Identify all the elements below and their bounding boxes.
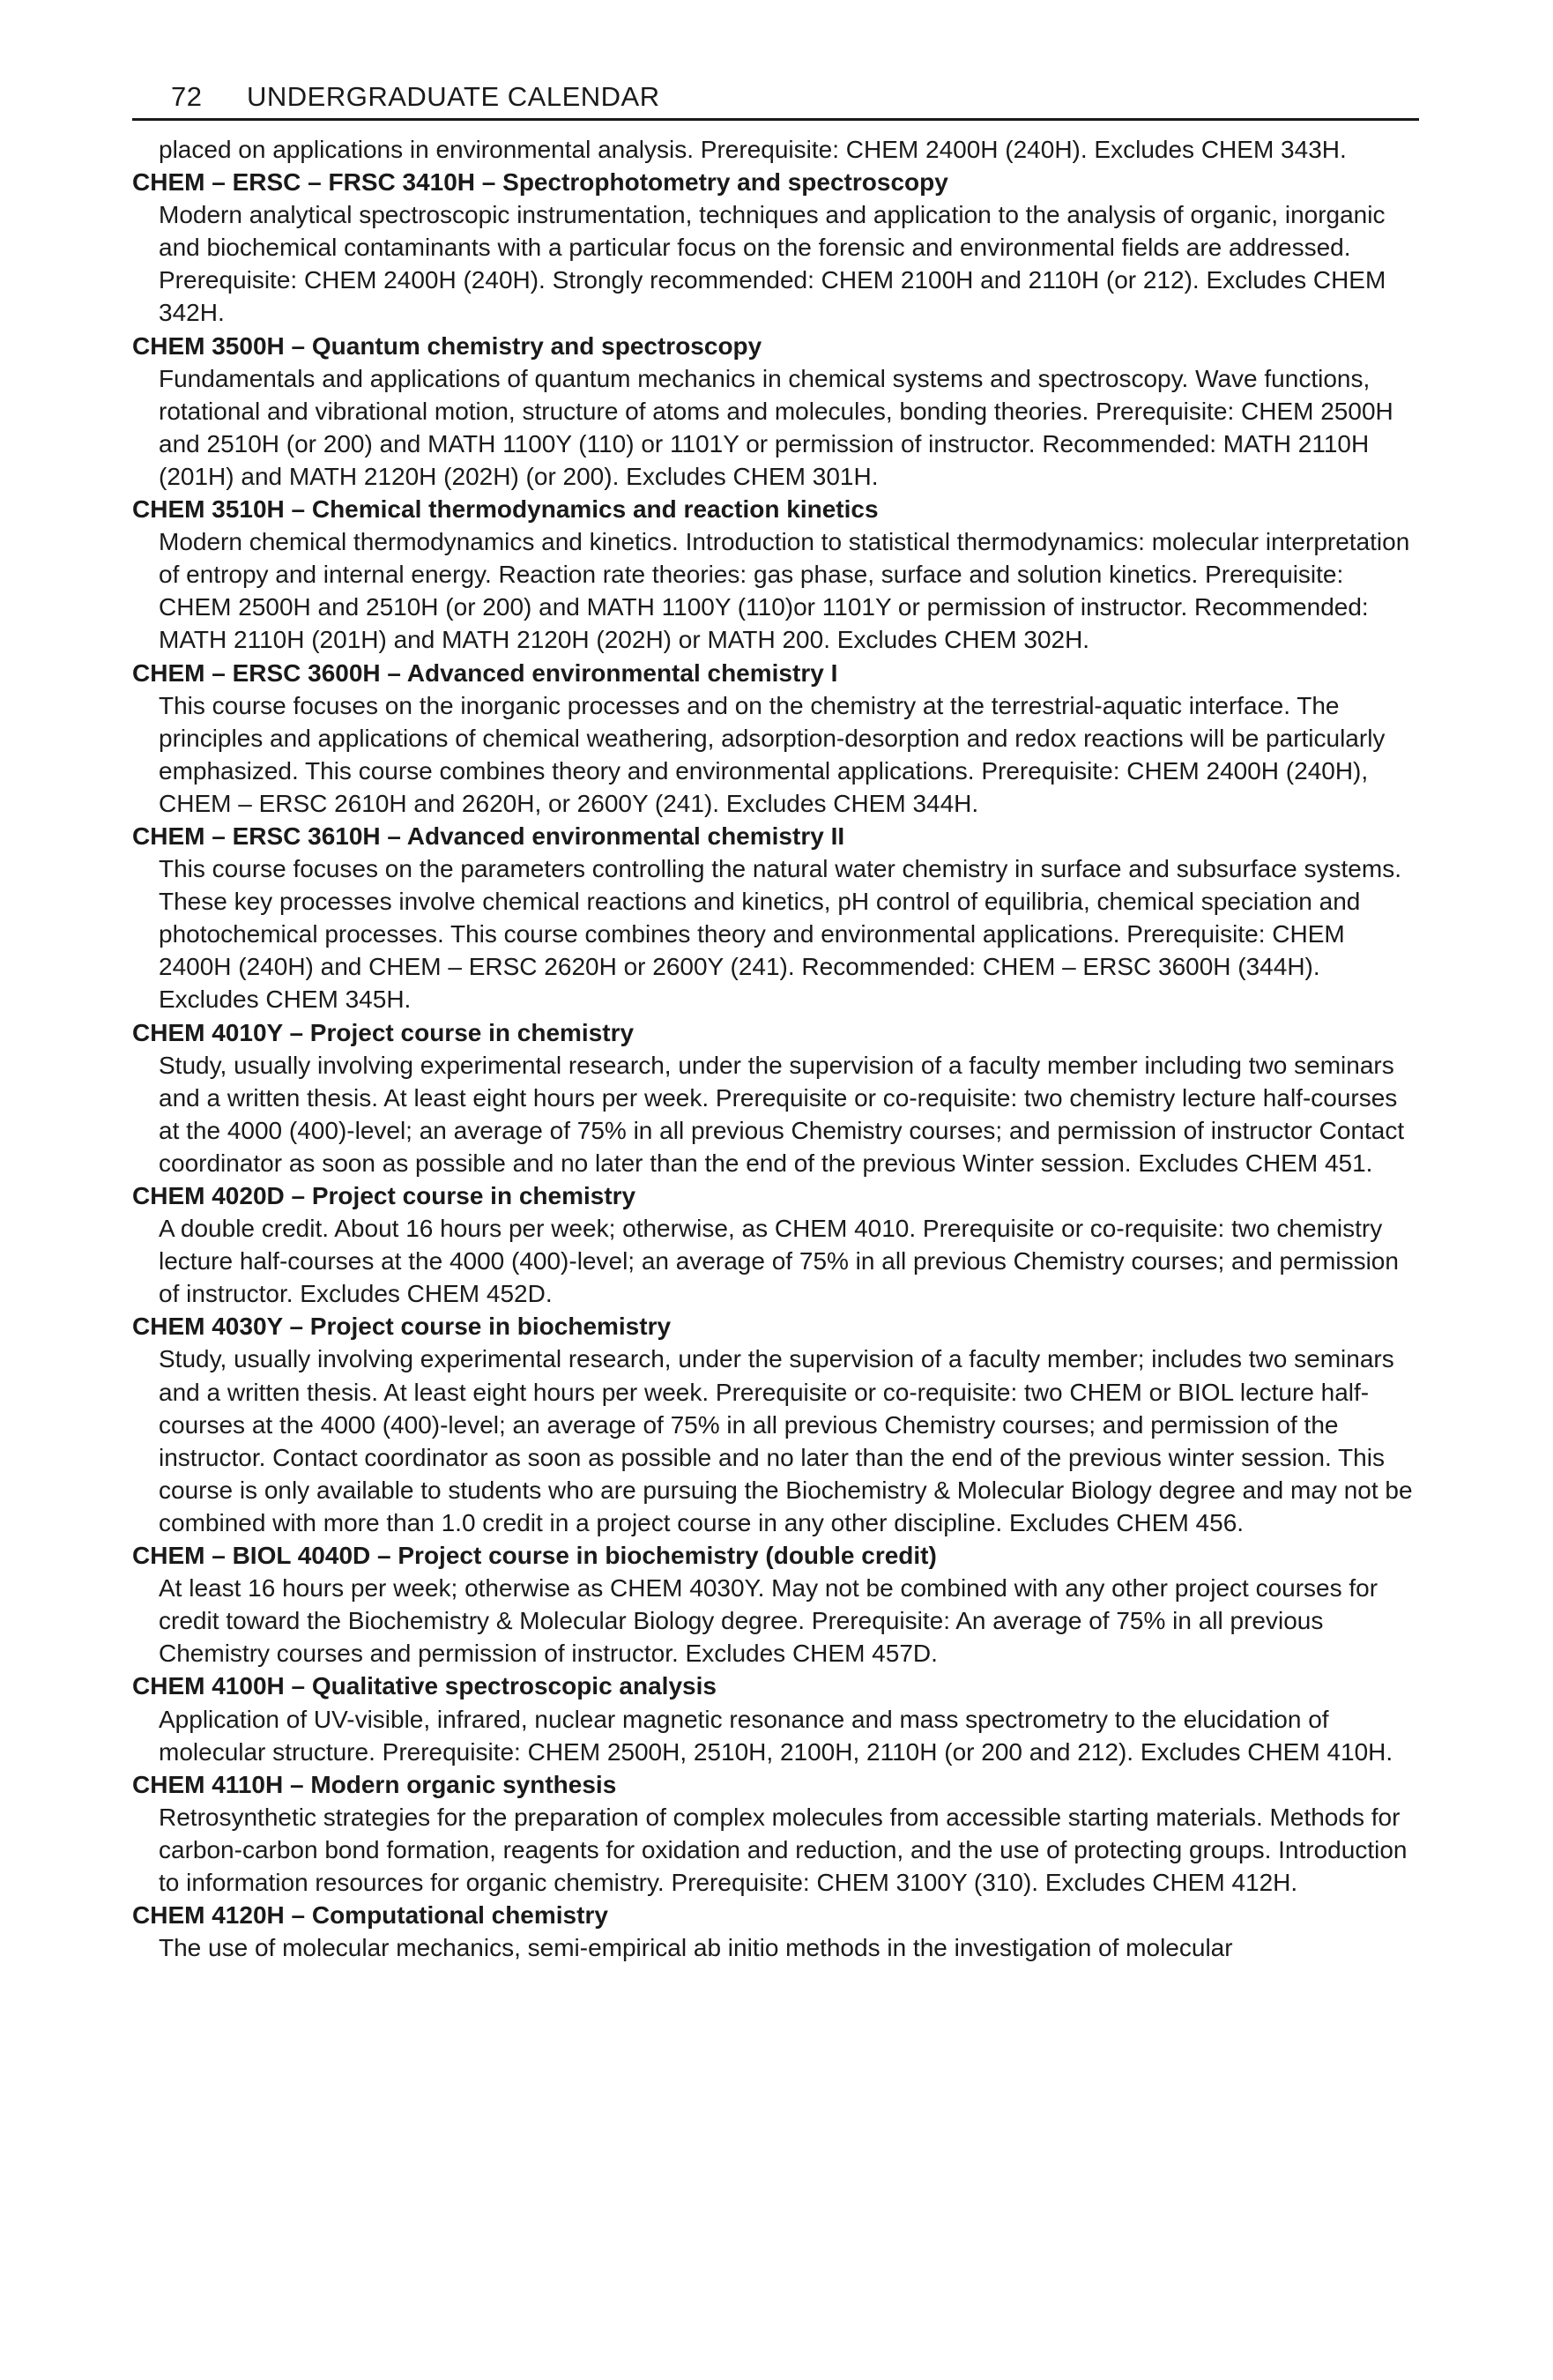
course-title: CHEM 3510H – Chemical thermodynamics and reaction kinetics (132, 495, 879, 524)
course-entry (132, 1899, 1419, 1964)
running-header (132, 81, 1419, 121)
course-entry (132, 1539, 1419, 1670)
course-description: Study, usually involving experimental research, under the supervision of a faculty member including two seminars and a written thesis. At least eight hours per week. Prerequisite or co-requisite: two chemistry lecture half-courses at the 4000 (400)-level; an average of 75% in all previous Chemistry courses; and permission of instructor Contact coordinator as soon as possible and no later than the end of the previous Winter session. Excludes CHEM 451. (159, 1051, 1405, 1177)
running-title: UNDERGRADUATE CALENDAR (247, 81, 660, 112)
calendar-page (132, 81, 1419, 1964)
continued-description: placed on applications in environmental analysis. Prerequisite: CHEM 2400H (240H). Excludes CHEM 343H. (159, 136, 1347, 163)
course-title: CHEM 4010Y – Project course in chemistry (132, 1018, 635, 1046)
course-entry (132, 1016, 1419, 1179)
course-entry (132, 657, 1419, 820)
course-title: CHEM 4030Y – Project course in biochemistry (132, 1313, 672, 1341)
course-entry (132, 820, 1419, 1016)
course-title: CHEM 4110H – Modern organic synthesis (132, 1770, 617, 1798)
course-description: The use of molecular mechanics, semi-empirical ab initio methods in the investigation of molecular (159, 1934, 1233, 1962)
course-title: CHEM 4100H – Qualitative spectroscopic analysis (132, 1672, 717, 1700)
course-description: A double credit. About 16 hours per week; otherwise, as CHEM 4010. Prerequisite or co-requisite: two chemistry lecture half-courses at the 4000 (400)-level; an average of 75% in all previous Chemistry courses; and permission of instructor. Excludes CHEM 452D. (159, 1215, 1399, 1308)
course-description: Modern analytical spectroscopic instrumentation, techniques and application to the analysis of organic, inorganic and biochemical contaminants with a particular focus on the forensic and environmental fields are addressed. Prerequisite: CHEM 2400H (240H). Strongly recommended: CHEM 2100H and 2110H (or 212). Excludes CHEM 342H. (159, 201, 1386, 327)
course-title: CHEM – ERSC – FRSC 3410H – Spectrophotometry and spectroscopy (132, 168, 948, 197)
course-title: CHEM 3500H – Quantum chemistry and spectroscopy (132, 331, 762, 360)
course-description: Study, usually involving experimental research, under the supervision of a faculty member; includes two seminars and a written thesis. At least eight hours per week. Prerequisite or co-requisite: two CHEM or BIOL lecture half-courses at the 4000 (400)-level; an average of 75% in all previous Chemistry courses; and permission of the instructor. Contact coordinator as soon as possible and no later than the end of the previous winter session. This course is only available to students who are pursuing the Biochemistry & Molecular Biology degree and may not be combined with more than 1.0 credit in a project course in any other discipline. Excludes CHEM 456. (159, 1345, 1413, 1536)
course-title: CHEM 4120H – Computational chemistry (132, 1901, 608, 1930)
course-listing (132, 133, 1419, 1964)
course-entry (132, 1768, 1419, 1899)
course-description: Application of UV-visible, infrared, nuclear magnetic resonance and mass spectrometry to the elucidation of molecular structure. Prerequisite: CHEM 2500H, 2510H, 2100H, 2110H (or 200 and 212). Excludes CHEM 410H. (159, 1705, 1393, 1766)
course-entry (132, 166, 1419, 329)
course-description: Fundamentals and applications of quantum mechanics in chemical systems and spectroscopy. Wave functions, rotational and vibrational motion, structure of atoms and molecules, bonding theories. Prerequisite: CHEM 2500H and 2510H (or 200) and MATH 1100Y (110) or 1101Y or permission of instructor. Recommended: MATH 2110H (201H) and MATH 2120H (202H) (or 200). Excludes CHEM 301H. (159, 364, 1393, 490)
course-description: At least 16 hours per week; otherwise as CHEM 4030Y. May not be combined with any other project courses for credit toward the Biochemistry & Molecular Biology degree. Prerequisite: An average of 75% in all previous Chemistry courses and permission of instructor. Excludes CHEM 457D. (159, 1574, 1378, 1668)
course-entry (132, 330, 1419, 493)
course-title: CHEM – ERSC 3600H – Advanced environmental chemistry I (132, 658, 838, 687)
course-title: CHEM – ERSC 3610H – Advanced environmental chemistry II (132, 822, 845, 850)
course-description: Modern chemical thermodynamics and kinetics. Introduction to statistical thermodynamics: molecular interpretation of entropy and internal energy. Reaction rate theories: gas phase, surface and solution kinetics. Prerequisite: CHEM 2500H and 2510H (or 200) and MATH 1100Y (110)or 1101Y or permission of instructor. Recommended: MATH 2110H (201H) and MATH 2120H (202H) or MATH 200. Excludes CHEM 302H. (159, 528, 1410, 654)
course-description: Retrosynthetic strategies for the preparation of complex molecules from accessible starting materials. Methods for carbon-carbon bond formation, reagents for oxidation and reduction, and the use of protecting groups. Introduction to information resources for organic chemistry. Prerequisite: CHEM 3100Y (310). Excludes CHEM 412H. (159, 1803, 1408, 1896)
course-description: This course focuses on the inorganic processes and on the chemistry at the terrestrial-aquatic interface. The principles and applications of chemical weathering, adsorption-desorption and redox reactions will be particularly emphasized. This course combines theory and environmental applications. Prerequisite: CHEM 2400H (240H), CHEM – ERSC 2610H and 2620H, or 2600Y (241). Excludes CHEM 344H. (159, 691, 1386, 817)
course-list (132, 166, 1419, 1964)
course-entry (132, 1310, 1419, 1539)
page-number: 72 (171, 81, 203, 112)
course-entry (132, 1179, 1419, 1310)
course-entry (132, 1670, 1419, 1767)
course-description: This course focuses on the parameters controlling the natural water chemistry in surface and subsurface systems. These key processes involve chemical reactions and kinetics, pH control of equilibria, chemical speciation and photochemical processes. This course combines theory and environmental applications. Prerequisite: CHEM 2400H (240H) and CHEM – ERSC 2620H or 2600Y (241). Recommended: CHEM – ERSC 3600H (344H). Excludes CHEM 345H. (159, 855, 1401, 1014)
course-title: CHEM 4020D – Project course in chemistry (132, 1182, 636, 1209)
course-entry (132, 493, 1419, 656)
course-title: CHEM – BIOL 4040D – Project course in biochemistry (double credit) (132, 1542, 937, 1570)
